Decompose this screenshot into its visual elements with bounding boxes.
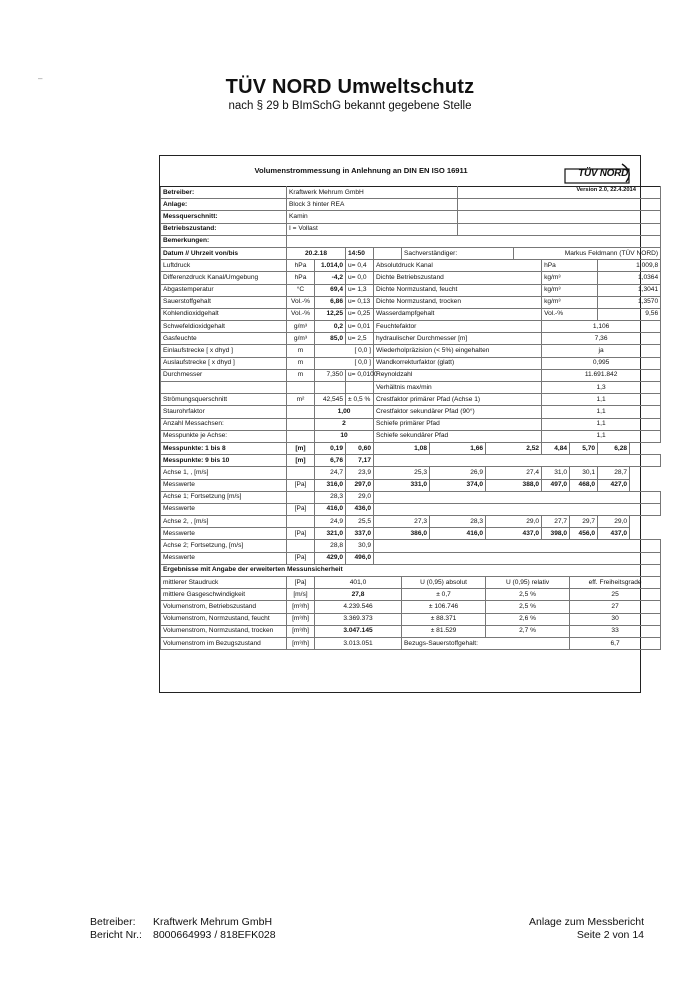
table-cell: Crestfaktor primärer Pfad (Achse 1) [374, 394, 542, 406]
table-cell [287, 430, 315, 442]
table-row [161, 503, 661, 515]
table-cell: 1,3041 [598, 284, 661, 296]
footer-right [529, 916, 644, 942]
table-cell: hPa [287, 272, 315, 284]
table-cell: Achse 2, , [m/s] [161, 516, 287, 528]
table-cell: m² [287, 394, 315, 406]
table-cell: Strömungsquerschnitt [161, 394, 287, 406]
table-cell [346, 382, 374, 394]
table-cell: [m] [287, 442, 315, 454]
table-cell: 26,9 [430, 467, 486, 479]
table-cell: Ergebnisse mit Angabe der erweiterten Messunsicherheit [161, 564, 661, 576]
table-cell: 29,7 [570, 516, 598, 528]
table-cell: 388,0 [486, 479, 542, 491]
table-cell: 3.369.373 [315, 613, 402, 625]
table-cell: 401,0 [315, 577, 402, 589]
table-row [161, 296, 661, 308]
table-cell: [m/s] [287, 589, 315, 601]
table-cell: Messpunkte: 9 bis 10 [161, 455, 287, 467]
table-cell: Auslaufstrecke [ x dhyd ] [161, 357, 287, 369]
table-cell: 1,08 [374, 442, 430, 454]
table-cell: 10 [315, 430, 374, 442]
measurement-table [160, 186, 661, 650]
table-cell [287, 235, 661, 247]
table-cell: 27 [570, 601, 661, 613]
table-cell: 331,0 [374, 479, 430, 491]
table-cell: 6,86 [315, 296, 346, 308]
table-cell: Differenzdruck Kanal/Umgebung [161, 272, 287, 284]
footer-left [90, 916, 276, 942]
table-cell: u= 0,13 [346, 296, 374, 308]
table-cell: 27,4 [486, 467, 542, 479]
table-row [161, 625, 661, 637]
table-cell: 28,3 [430, 516, 486, 528]
table-cell: 7,350 [315, 369, 346, 381]
table-cell: 1,1 [542, 394, 661, 406]
table-cell: 4.239.546 [315, 601, 402, 613]
table-cell: 297,0 [346, 479, 374, 491]
table-row [161, 333, 661, 345]
table-cell: Datum // Uhrzeit von/bis [161, 247, 287, 259]
table-row [161, 637, 661, 649]
table-cell: 436,0 [346, 503, 374, 515]
table-cell [374, 455, 661, 467]
table-cell [315, 382, 346, 394]
measurement-form [159, 155, 659, 693]
table-cell: [m³/h] [287, 613, 315, 625]
table-cell: 1,1 [542, 406, 661, 418]
table-cell: Anlage: [161, 199, 287, 211]
table-row [161, 491, 661, 503]
table-cell: U (0,95) relativ [486, 577, 570, 589]
table-cell: Kohlendioxidgehalt [161, 308, 287, 320]
table-cell: Einlaufstrecke [ x dhyd ] [161, 345, 287, 357]
page-subtitle: nach § 29 b BImSchG bekannt gegebene Stelle [228, 100, 472, 112]
table-cell: [Pa] [287, 503, 315, 515]
table-cell: 0,60 [346, 442, 374, 454]
table-row [161, 382, 661, 394]
table-cell: Feuchtefaktor [374, 321, 542, 333]
table-cell: kg/m³ [542, 284, 598, 296]
table-cell: Vol.-% [542, 308, 598, 320]
table-row [161, 528, 661, 540]
table-cell: 7,17 [346, 455, 374, 467]
table-cell: 29,0 [486, 516, 542, 528]
table-cell: 31,0 [542, 467, 570, 479]
table-cell: 28,3 [315, 491, 346, 503]
table-cell [374, 491, 661, 503]
table-row [161, 223, 661, 235]
table-cell: u= 0,01 [346, 321, 374, 333]
table-cell: ± 0,5 % [346, 394, 374, 406]
table-row [161, 540, 661, 552]
table-cell: kg/m³ [542, 272, 598, 284]
table-cell: Sachverständiger: [402, 247, 514, 259]
version-label: Version 2.0, 22.4.2014 [576, 187, 636, 193]
table-cell [458, 211, 661, 223]
annex-label: Anlage zum Messbericht [529, 916, 644, 928]
table-cell: 1,0364 [598, 272, 661, 284]
table-cell: 42,545 [315, 394, 346, 406]
table-cell: mittlere Gasgeschwindigkeit [161, 589, 287, 601]
table-cell: 85,0 [315, 333, 346, 345]
table-cell: [Pa] [287, 479, 315, 491]
table-cell: I = Vollast [287, 223, 458, 235]
table-cell: 1,66 [430, 442, 486, 454]
table-row [161, 369, 661, 381]
table-cell: Dichte Betriebszustand [374, 272, 542, 284]
table-cell: 5,70 [570, 442, 598, 454]
table-cell: 497,0 [542, 479, 570, 491]
table-cell: 437,0 [486, 528, 542, 540]
table-cell [458, 187, 661, 199]
table-cell: -4,2 [315, 272, 346, 284]
table-cell: Schiefe primärer Pfad [374, 418, 542, 430]
table-cell: 2,52 [486, 442, 542, 454]
table-cell: u= 0,4 [346, 260, 374, 272]
table-cell: Wandkorrekturfaktor (glatt) [374, 357, 542, 369]
table-cell: ± 0,7 [402, 589, 486, 601]
table-cell: mittlerer Staudruck [161, 577, 287, 589]
table-row [161, 308, 661, 320]
table-cell: g/m³ [287, 321, 315, 333]
margin-mark: – [38, 74, 43, 83]
table-cell: Durchmesser [161, 369, 287, 381]
table-cell: 496,0 [346, 552, 374, 564]
table-row [161, 406, 661, 418]
table-cell: Kamin [287, 211, 458, 223]
table-cell: 28,8 [315, 540, 346, 552]
table-cell: 1.009,8 [598, 260, 661, 272]
table-cell: Volumenstrom, Normzustand, feucht [161, 613, 287, 625]
table-cell: Absolutdruck Kanal [374, 260, 542, 272]
table-cell: 25,5 [346, 516, 374, 528]
table-row [161, 272, 661, 284]
table-cell: 468,0 [570, 479, 598, 491]
table-row [161, 247, 661, 259]
report-label: Bericht Nr.: [90, 929, 142, 941]
table-cell: Abgastemperatur [161, 284, 287, 296]
logo-text: TÜV NORD [578, 168, 628, 179]
table-cell: Wasserdampfgehalt [374, 308, 542, 320]
table-cell [374, 503, 661, 515]
table-cell: 29,0 [346, 491, 374, 503]
table-cell: Block 3 hinter REA [287, 199, 458, 211]
table-cell: hydraulischer Durchmesser [m] [374, 333, 542, 345]
table-cell: Sauerstoffgehalt [161, 296, 287, 308]
table-row [161, 235, 661, 247]
table-cell: u= 0,0100 [346, 369, 374, 381]
table-cell: ± 88.371 [402, 613, 486, 625]
table-cell: 1,106 [542, 321, 661, 333]
table-cell: Messpunkte je Achse: [161, 430, 287, 442]
table-cell [287, 540, 315, 552]
table-cell: Luftdruck [161, 260, 287, 272]
report-value: 8000664993 / 818EFK028 [153, 929, 276, 941]
table-cell: 24,7 [315, 467, 346, 479]
table-cell [374, 552, 661, 564]
table-row [161, 418, 661, 430]
table-cell: Betriebszustand: [161, 223, 287, 235]
form-title: Volumenstrommessung in Anlehnung an DIN EN ISO 16911 [254, 166, 468, 175]
table-cell: Messpunkte: 1 bis 8 [161, 442, 287, 454]
table-cell: ja [542, 345, 661, 357]
table-cell: Dichte Normzustand, trocken [374, 296, 542, 308]
table-row [161, 613, 661, 625]
table-cell: 24,9 [315, 516, 346, 528]
table-row [161, 479, 661, 491]
table-cell: Bemerkungen: [161, 235, 287, 247]
table-cell: [Pa] [287, 552, 315, 564]
table-cell: Anzahl Messachsen: [161, 418, 287, 430]
table-cell: Messwerte [161, 503, 287, 515]
table-cell: Crestfaktor sekundärer Pfad (90°) [374, 406, 542, 418]
table-row [161, 552, 661, 564]
table-cell: ± 106.746 [402, 601, 486, 613]
table-cell: 27,7 [542, 516, 570, 528]
table-cell: [ 0,0 ] [315, 357, 374, 369]
table-row [161, 199, 661, 211]
table-cell: 23,9 [346, 467, 374, 479]
operator-value: Kraftwerk Mehrum GmbH [153, 916, 273, 928]
table-cell: 0,2 [315, 321, 346, 333]
table-cell: 416,0 [430, 528, 486, 540]
table-row [161, 516, 661, 528]
table-cell: Markus Feldmann (TÜV NORD) [514, 247, 661, 259]
table-cell: [Pa] [287, 577, 315, 589]
table-cell: kg/m³ [542, 296, 598, 308]
table-cell: 12,25 [315, 308, 346, 320]
page-number: Seite 2 von 14 [576, 929, 644, 941]
table-cell [458, 199, 661, 211]
table-cell: 33 [570, 625, 661, 637]
table-row [161, 430, 661, 442]
table-cell: hPa [542, 260, 598, 272]
table-cell: u= 0,0 [346, 272, 374, 284]
operator-label: Betreiber: [90, 916, 136, 928]
table-cell: 25,3 [374, 467, 430, 479]
table-cell: 3.047.145 [315, 625, 402, 637]
table-cell: 1,1 [542, 430, 661, 442]
table-cell: Verhältnis max/min [374, 382, 542, 394]
table-cell: Vol.-% [287, 308, 315, 320]
table-cell: [ 0,0 ] [315, 345, 374, 357]
table-cell: 437,0 [598, 528, 630, 540]
table-cell: Dichte Normzustand, feucht [374, 284, 542, 296]
table-cell: eff. Freiheitsgrade [570, 577, 661, 589]
table-cell: 25 [570, 589, 661, 601]
table-cell: Volumenstrom, Normzustand, trocken [161, 625, 287, 637]
table-cell: 1,00 [315, 406, 374, 418]
table-cell: 30,9 [346, 540, 374, 552]
table-cell: [m³/h] [287, 637, 315, 649]
table-cell: Schwefeldioxidgehalt [161, 321, 287, 333]
table-cell: 0,995 [542, 357, 661, 369]
table-cell: Reynoldzahl [374, 369, 542, 381]
table-cell: 316,0 [315, 479, 346, 491]
table-cell: u= 2,5 [346, 333, 374, 345]
table-cell [287, 418, 315, 430]
table-cell: Messwerte [161, 479, 287, 491]
table-cell [287, 382, 315, 394]
table-cell: Volumenstrom im Bezugszustand [161, 637, 287, 649]
table-cell: Messquerschnitt: [161, 211, 287, 223]
table-cell: 69,4 [315, 284, 346, 296]
table-cell: Betreiber: [161, 187, 287, 199]
table-cell: 4,84 [542, 442, 570, 454]
table-cell: 1,1 [542, 418, 661, 430]
table-cell: Achse 1; Fortsetzung [m/s] [161, 491, 287, 503]
table-cell: 2,5 % [486, 601, 570, 613]
table-cell: 416,0 [315, 503, 346, 515]
table-cell: Messwerte [161, 528, 287, 540]
table-row [161, 455, 661, 467]
table-cell: 20.2.18 [287, 247, 346, 259]
table-cell: 11.691.842 [542, 369, 661, 381]
table-cell [374, 540, 661, 552]
table-row [161, 357, 661, 369]
table-cell: 28,7 [598, 467, 630, 479]
table-cell: Vol.-% [287, 296, 315, 308]
table-cell: 6,7 [570, 637, 661, 649]
table-cell: 386,0 [374, 528, 430, 540]
table-cell: 429,0 [315, 552, 346, 564]
table-cell: Kraftwerk Mehrum GmbH [287, 187, 458, 199]
table-row [161, 284, 661, 296]
table-cell [287, 516, 315, 528]
table-cell: hPa [287, 260, 315, 272]
table-cell: 30 [570, 613, 661, 625]
table-cell: Schiefe sekundärer Pfad [374, 430, 542, 442]
table-row [161, 260, 661, 272]
table-cell: 0,19 [315, 442, 346, 454]
table-cell: 2 [315, 418, 374, 430]
table-cell: [m³/h] [287, 625, 315, 637]
table-cell: 2,7 % [486, 625, 570, 637]
table-row [161, 211, 661, 223]
table-cell [161, 382, 287, 394]
table-cell: 27,3 [374, 516, 430, 528]
table-cell [374, 247, 402, 259]
table-cell: 374,0 [430, 479, 486, 491]
table-cell: 2,5 % [486, 589, 570, 601]
table-cell: Messwerte [161, 552, 287, 564]
page-title: TÜV NORD Umweltschutz [225, 76, 475, 98]
table-row [161, 321, 661, 333]
table-cell: Bezugs-Sauerstoffgehalt: [402, 637, 570, 649]
table-cell: 7,36 [542, 333, 661, 345]
table-cell: 29,0 [598, 516, 630, 528]
table-cell: 321,0 [315, 528, 346, 540]
table-cell: m [287, 345, 315, 357]
table-cell: 6,28 [598, 442, 630, 454]
table-row [161, 187, 661, 199]
table-cell: 14:50 [346, 247, 374, 259]
table-cell [458, 223, 661, 235]
table-cell: m [287, 369, 315, 381]
table-cell: m [287, 357, 315, 369]
table-cell: 3.013.051 [315, 637, 402, 649]
table-cell: [Pa] [287, 528, 315, 540]
table-cell: g/m³ [287, 333, 315, 345]
table-cell: [m] [287, 455, 315, 467]
table-cell [287, 406, 315, 418]
table-cell: Volumenstrom, Betriebszustand [161, 601, 287, 613]
table-cell: 6,76 [315, 455, 346, 467]
table-row [161, 564, 661, 576]
table-row [161, 467, 661, 479]
table-cell [287, 467, 315, 479]
table-cell: U (0,95) absolut [402, 577, 486, 589]
table-cell: 27,8 [315, 589, 402, 601]
table-row [161, 589, 661, 601]
table-cell: Achse 1, , [m/s] [161, 467, 287, 479]
table-cell [287, 491, 315, 503]
table-cell: Achse 2; Fortsetzung, [m/s] [161, 540, 287, 552]
table-cell: Wiederholpräzision (< 5%) eingehalten [374, 345, 542, 357]
table-row [161, 394, 661, 406]
table-row [161, 601, 661, 613]
table-cell: 30,1 [570, 467, 598, 479]
table-cell: Staurohrfaktor [161, 406, 287, 418]
table-row [161, 577, 661, 589]
table-cell: 9,56 [598, 308, 661, 320]
table-cell: 398,0 [542, 528, 570, 540]
table-cell: 427,0 [598, 479, 630, 491]
table-cell: ± 81.529 [402, 625, 486, 637]
table-cell: °C [287, 284, 315, 296]
table-row [161, 345, 661, 357]
table-cell: [m³/h] [287, 601, 315, 613]
table-cell: u= 0,25 [346, 308, 374, 320]
table-cell: 456,0 [570, 528, 598, 540]
table-cell: 1.014,0 [315, 260, 346, 272]
table-cell: 337,0 [346, 528, 374, 540]
table-cell: 1,3 [542, 382, 661, 394]
table-cell: 1,3570 [598, 296, 661, 308]
table-row [161, 442, 661, 454]
table-cell: u= 1,3 [346, 284, 374, 296]
table-cell: 2,6 % [486, 613, 570, 625]
table-cell: Gasfeuchte [161, 333, 287, 345]
